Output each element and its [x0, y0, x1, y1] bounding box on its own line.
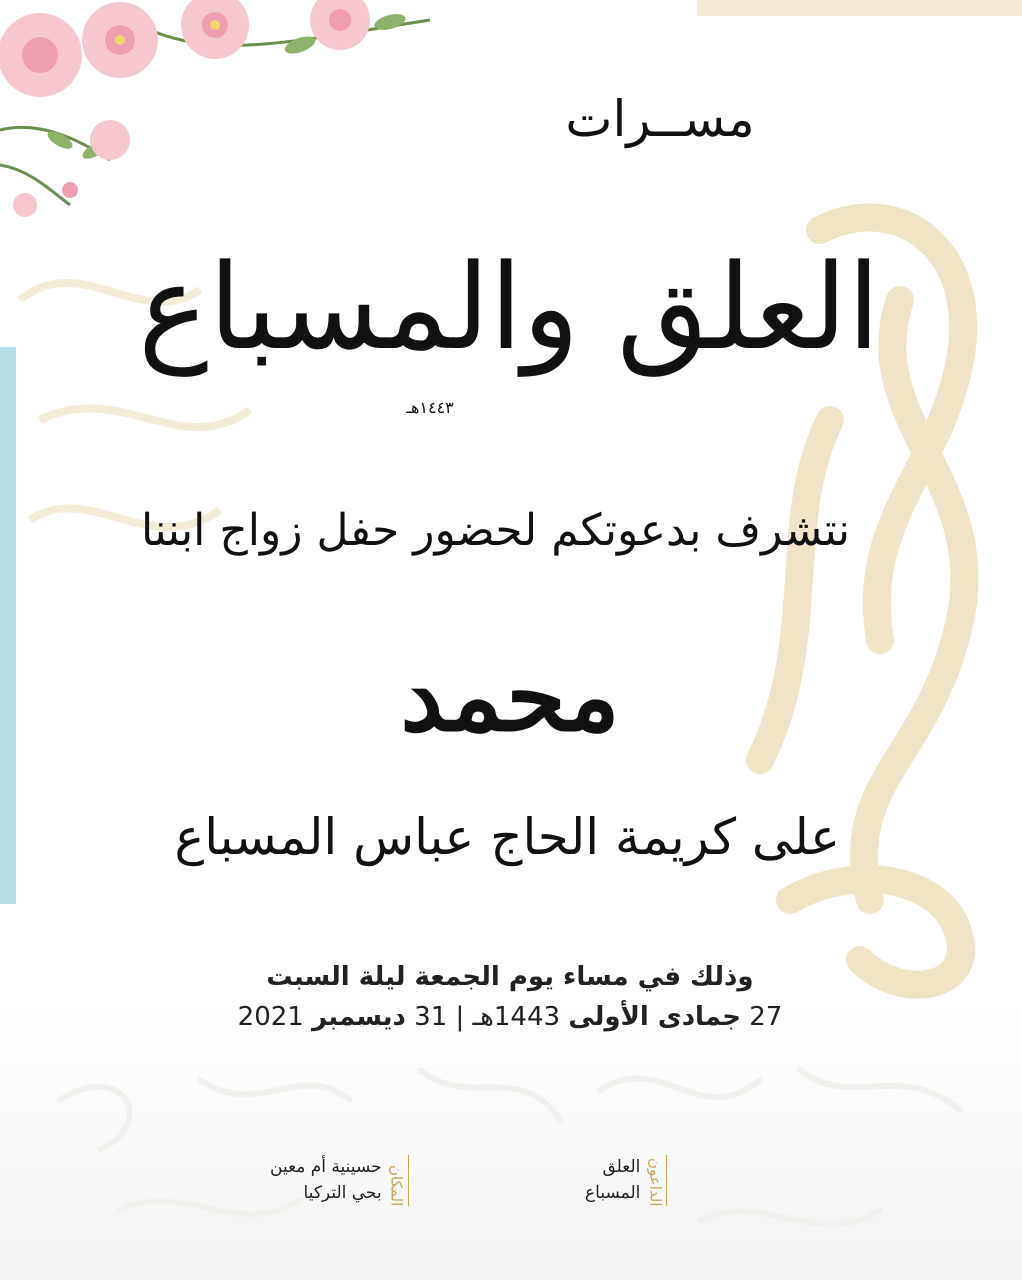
event-month-hijri: جمادى الأولى — [568, 1002, 741, 1032]
place-line-1: حسينية أم معين — [270, 1157, 382, 1177]
inviters-block — [585, 1155, 667, 1206]
place-text — [270, 1155, 382, 1206]
floral-corner-decoration — [0, 0, 440, 230]
event-time-line: وذلك في مساء يوم الجمعة ليلة السبت — [266, 962, 754, 992]
inviters-names — [585, 1155, 640, 1206]
inviter-2: المسباع — [585, 1182, 641, 1203]
festivities-title: مســرات — [565, 90, 755, 148]
inviter-1: العلق — [602, 1157, 641, 1177]
bride-line: على كريمة الحاج عباس المسباع — [174, 808, 840, 866]
groom-name: محمد — [400, 640, 620, 753]
event-month-gregorian: ديسمبر — [312, 1002, 406, 1032]
families-title: العلق والمسباع — [138, 238, 880, 376]
event-day-gregorian: 31 — [414, 1002, 448, 1032]
place-block — [270, 1155, 409, 1206]
place-line-2: بحي التركيا — [303, 1182, 382, 1203]
inviters-label: الداعون — [646, 1155, 667, 1206]
event-date-line — [200, 1002, 820, 1032]
event-year-gregorian: 2021 — [237, 1002, 304, 1032]
place-label: المكان — [388, 1155, 409, 1206]
event-day: 27 — [749, 1002, 783, 1032]
hijri-year: ١٤٤٣هـ — [406, 398, 454, 417]
invitation-line: نتشرف بدعوتكم لحضور حفل زواج ابننا — [140, 505, 850, 556]
date-separator: | — [455, 1002, 465, 1032]
event-year-hijri: 1443هـ — [472, 1002, 561, 1032]
